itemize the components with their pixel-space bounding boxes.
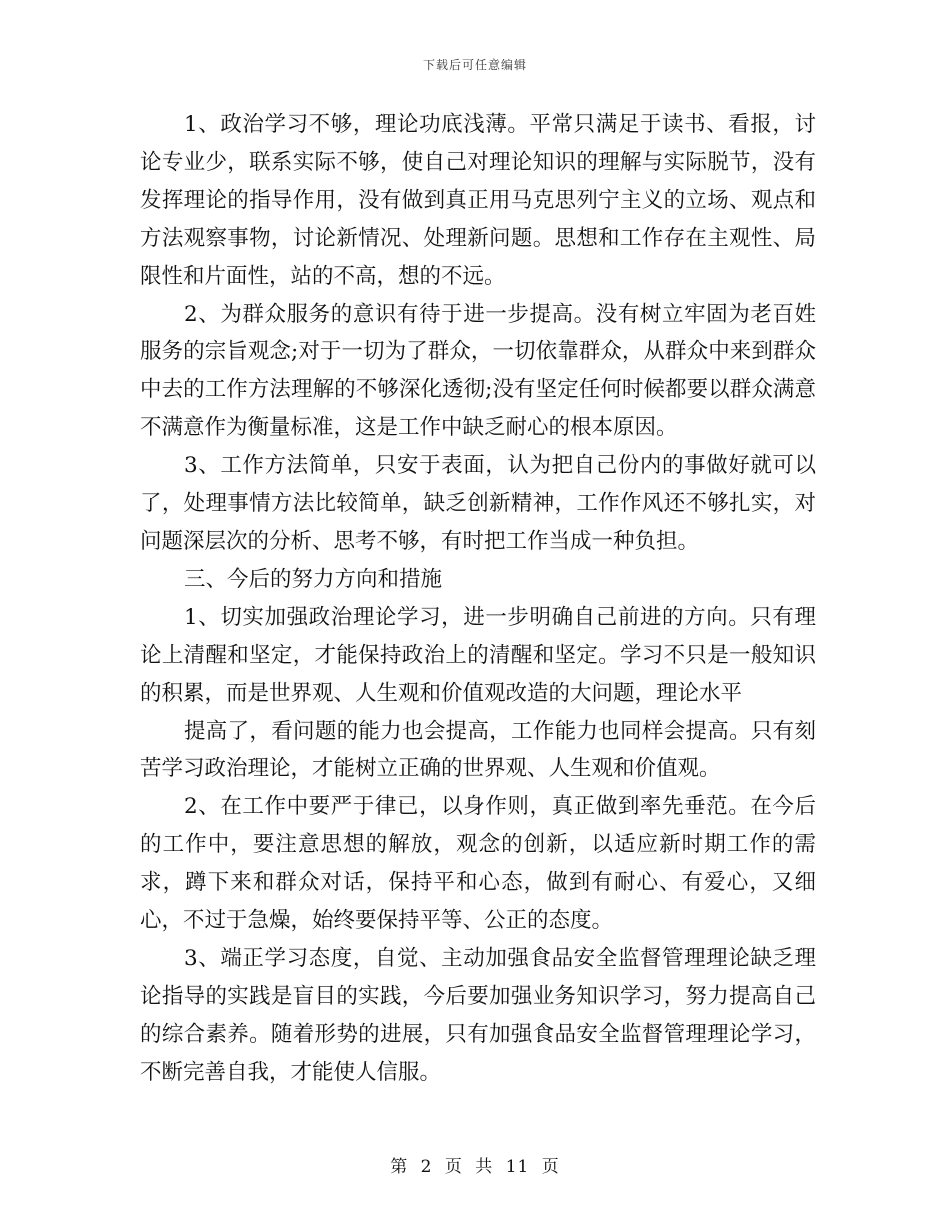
paragraph-2: 2、为群众服务的意识有待于进一步提高。没有树立牢固为老百姓服务的宗旨观念;对于一切为了群众，一切依靠群众，从群众中来到群众中去的工作方法理解的不够深化透彻;没有坚定任何时候都要以群众满意不满意作为衡量标准，这是工作中缺乏耐心的根本原因。 bbox=[140, 301, 816, 441]
paragraph-6: 2、在工作中要严于律已，以身作则，真正做到率先垂范。在今后的工作中，要注意思想的解放，观念的创新，以适应新时期工作的需求，蹲下来和群众对话，保持平和心态，做到有耐心、有爱心，又细心，不过于急燥，始终要保持平等、公正的态度。 bbox=[140, 794, 816, 934]
page-number: 第 2 页 共 11 页 bbox=[390, 1157, 560, 1177]
page-header: 下载后可任意编辑 bbox=[422, 58, 527, 72]
document-body bbox=[140, 106, 816, 1092]
section-heading: 三、今后的努力方向和措施 bbox=[184, 566, 443, 592]
paragraph-7: 3、端正学习态度，自觉、主动加强食品安全监督管理理论缺乏理论指导的实践是盲目的实践，今后要加强业务知识学习，努力提高自己的综合素养。随着形势的进展，只有加强食品安全监督管理理论学习，不断完善自我，才能使人信服。 bbox=[140, 945, 816, 1085]
paragraph-1: 1、政治学习不够，理论功底浅薄。平常只满足于读书、看报，讨论专业少，联系实际不够，使自己对理论知识的理解与实际脱节，没有发挥理论的指导作用，没有做到真正用马克思列宁主义的立场、观点和方法观察事物，讨论新情况、处理新问题。思想和工作存在主观性、局限性和片面性，站的不高，想的不远。 bbox=[140, 112, 816, 289]
paragraph-5: 提高了，看问题的能力也会提高，工作能力也同样会提高。只有刻苦学习政治理论，才能树立正确的世界观、人生观和价值观。 bbox=[140, 718, 816, 782]
paragraph-4: 1、切实加强政治理论学习，进一步明确自己前进的方向。只有理论上清醒和坚定，才能保持政治上的清醒和坚定。学习不只是一般知识的积累，而是世界观、人生观和价值观改造的大问题，理论水平 bbox=[140, 604, 816, 706]
paragraph-3: 3、工作方法简单，只安于表面，认为把自己份内的事做好就可以了，处理事情方法比较简单，缺乏创新精神，工作作风还不够扎实，对问题深层次的分析、思考不够，有时把工作当成一种负担。 bbox=[140, 453, 816, 554]
